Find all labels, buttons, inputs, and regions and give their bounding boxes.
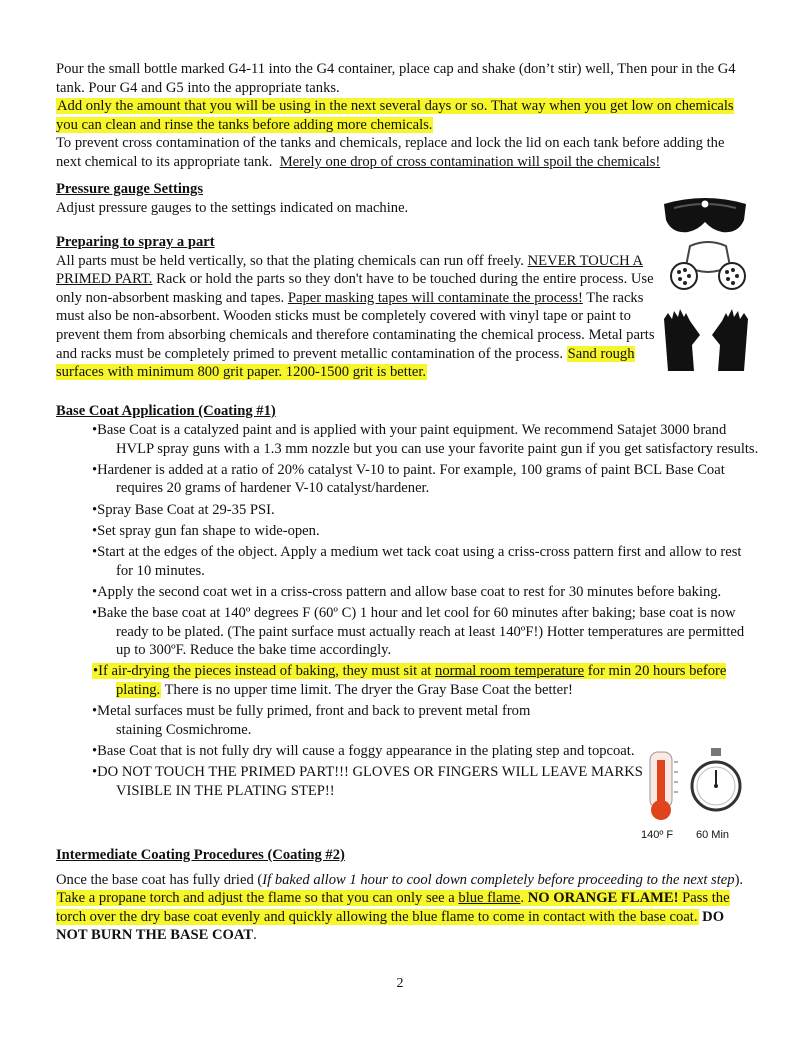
- list-item: •Base Coat is a catalyzed paint and is applied with your paint equipment. We recommend Satajet 3000 brand HVLP spray guns with a 1.3 mm nozzle but you can use your favorite paint gun if you get satisfactory results.: [92, 422, 759, 457]
- preparing-text: [56, 252, 656, 382]
- intermediate-heading: Intermediate Coating Procedures (Coating #2): [56, 847, 345, 863]
- intermediate-text: [56, 871, 746, 945]
- torch-end: .: [520, 890, 528, 907]
- basecoat-heading-wrap: [56, 402, 756, 421]
- intermediate-italic: If baked allow 1 hour to cool down completely before proceeding to the next step: [262, 871, 735, 888]
- preparing-t5: The racks must also be non-absorbent. Wooden sticks must be completely covered with vinyl tape or paint to prevent them from absorbing chemicals and therefore contaminating the chemical process. Metal parts and racks must be completely primed to prevent metallic contamination of the process.: [56, 289, 655, 362]
- intermediate-section: [56, 846, 746, 945]
- basecoat-list: [92, 421, 762, 803]
- list-item: •Spray Base Coat at 29-35 PSI.: [92, 501, 275, 518]
- time-caption: 60 Min: [696, 829, 730, 841]
- preparing-t3: Rack or hold the parts so they don't have to be touched during the entire process. Use only non-absorbent masking and tapes.: [56, 271, 654, 306]
- respirator-icon: [668, 238, 748, 302]
- goggles-icon: [660, 190, 750, 240]
- preparing-heading: Preparing to spray a part: [56, 234, 215, 250]
- intro-paragraph-1: Pour the small bottle marked G4-11 into the G4 container, place cap and shake (don’t stir) well, Then pour in the G4 tank. Pour G4 and G5 into the appropriate tanks.: [56, 61, 736, 96]
- list-item: •Set spray gun fan shape to wide-open.: [92, 522, 320, 539]
- list-item: •Base Coat that is not fully dry will cause a foggy appearance in the plating step and topcoat.: [92, 742, 635, 759]
- paper-tape-warning: Paper masking tapes will contaminate the process!: [287, 289, 583, 306]
- never-touch-warning: NEVER TOUCH A PRIMED PART.: [56, 252, 644, 288]
- temperature-caption: 140º F: [641, 829, 674, 841]
- do-not-burn: DO NOT BURN THE BASE COAT: [56, 908, 725, 944]
- intro-highlight: Add only the amount that you will be using in the next several days or so. That way when you get low on chemicals you can clean and rinse the tanks before adding more chemicals.: [56, 98, 734, 133]
- intro-section: [56, 60, 746, 172]
- intermediate-t1: Once the base coat has fully dried (: [56, 871, 263, 888]
- pressure-text: Adjust pressure gauges to the settings indicated on machine.: [56, 199, 409, 216]
- intro-paragraph-2: [56, 97, 746, 134]
- pressure-heading: Pressure gauge Settings: [56, 181, 204, 197]
- list-item: •DO NOT TOUCH THE PRIMED PART!!! GLOVES OR FINGERS WILL LEAVE MARKS VISIBLE IN THE PLATING STEP!!: [92, 764, 643, 799]
- sanding-highlight: Sand rough surfaces with minimum 800 grit paper. 1200-1500 grit is better.: [56, 345, 635, 381]
- list-item: •Apply the second coat wet in a criss-cross pattern and allow base coat to rest for 30 minutes before baking.: [92, 583, 722, 600]
- intro-warning: Merely one drop of cross contamination will spoil the chemicals!: [279, 153, 661, 170]
- list-item: •Metal surfaces must be fully primed, front and back to prevent metal from staining Cosmichrome.: [92, 703, 531, 738]
- blue-flame-underline: blue flame: [458, 890, 521, 907]
- list-item-air-dry: [92, 662, 762, 699]
- torch-text: Take a propane torch and adjust the flame so that you can only see a: [57, 890, 459, 907]
- air-dry-c: There is no upper time limit. The dryer the Gray Base Coat the better!: [161, 681, 573, 698]
- torch-pass-text: Pass the torch over the dry base coat evenly and quickly allowing the blue flame to come in contact with the base coat.: [56, 890, 730, 925]
- air-dry-b: for min 20 hours before plating.: [116, 663, 727, 698]
- room-temp-underline: normal room temperature: [435, 663, 585, 680]
- intro-paragraph-3: [56, 134, 746, 171]
- torch-highlight: [56, 890, 730, 925]
- no-orange-flame: NO ORANGE FLAME!: [527, 890, 679, 907]
- pressure-section: [56, 180, 616, 217]
- list-item: •Hardener is added at a ratio of 20% catalyst V-10 to paint. For example, 100 grams of paint BCL Base Coat requires 20 grams of hardener V-10 catalyst/hardener.: [92, 461, 725, 497]
- preparing-section: [56, 233, 656, 382]
- page-number: 2: [396, 976, 404, 991]
- preparing-t1: All parts must be held vertically, so that the plating chemicals can run off freely.: [56, 252, 524, 269]
- list-item: •Start at the edges of the object. Apply a medium wet tack coat using a criss-cross pattern first and allow to rest for 10 minutes.: [92, 543, 742, 579]
- basecoat-heading: Base Coat Application (Coating #1): [56, 403, 276, 419]
- intermediate-end: .: [253, 927, 257, 944]
- gloves-icon: [660, 305, 752, 373]
- intermediate-t2: ).: [734, 871, 744, 888]
- intro-text: To prevent cross contamination of the tanks and chemicals, replace and lock the lid on each tank before adding the next chemical to its appropriate tank.: [56, 135, 725, 170]
- list-item: •Bake the base coat at 140º degrees F (60º C) 1 hour and let cool for 60 minutes after baking; base coat is now ready to be plated. (The paint surface must actually reach at least 140ºF!) Hotter temperatures are permitted up to 300ºF. Reduce the bake time accordingly.: [92, 604, 745, 659]
- air-dry-a: •If air-drying the pieces instead of baking, they must sit at: [93, 663, 436, 680]
